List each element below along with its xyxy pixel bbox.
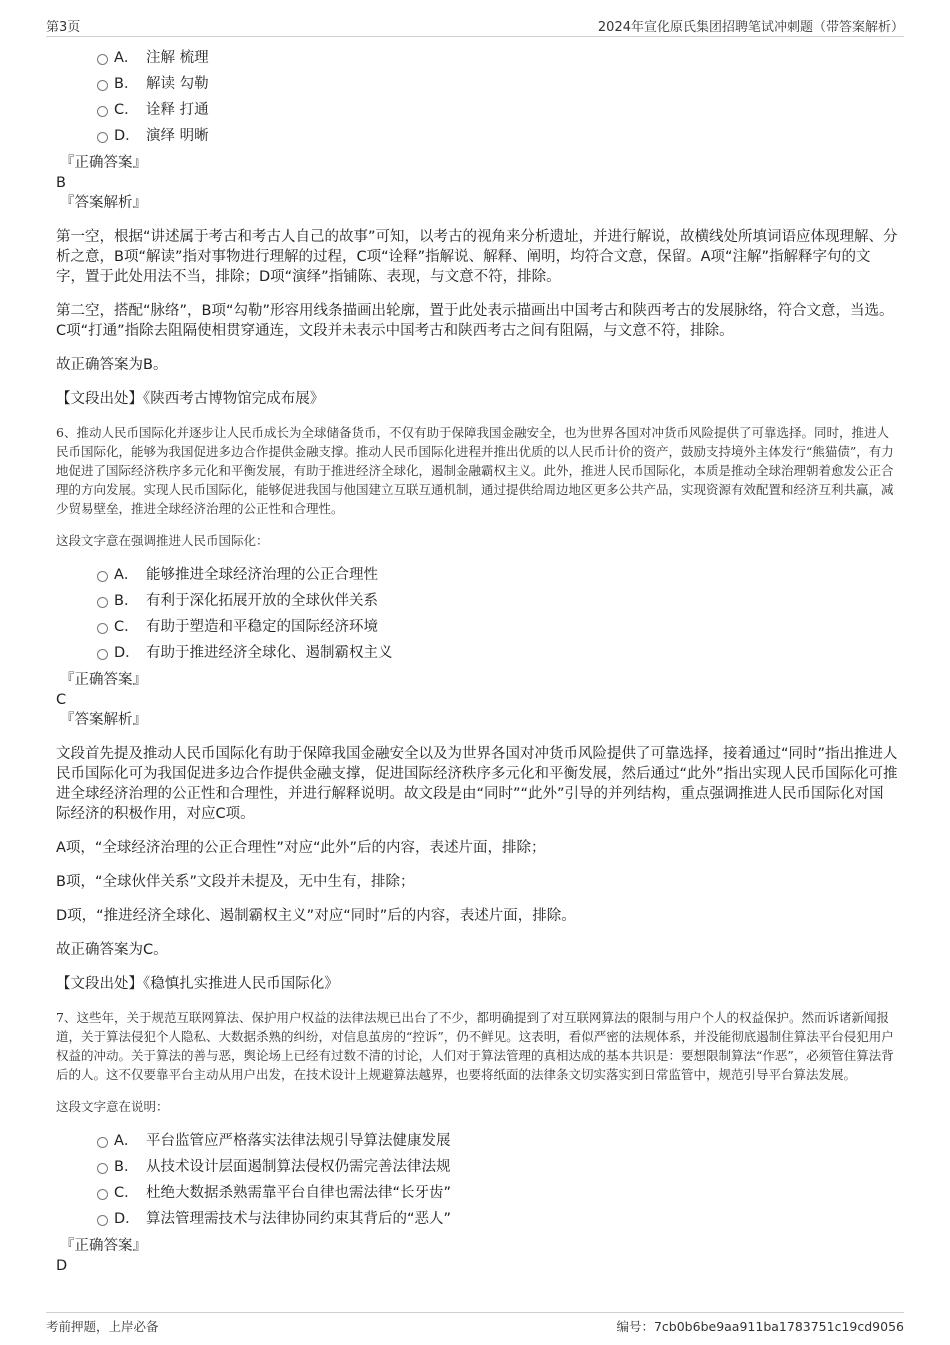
q6-question: 6、推动人民币国际化并逐步让人民币成长为全球储备货币，不仅有助于保障我国金融安全，也为世界各国对冲货币风险提供了可靠选择。同时，推进人民币国际化，能够为我国促进多边合作提供金融支撑。推动人民币国际化进程并推出优质的以人民币计价的资产，鼓励支持境外主体发行“熊猫债”，有力地促进了国际经济秩序多元化和平衡发展，有助于推进经济全球化，遏制金融霸权主义。此外，推进人民币国际化，本质是推动全球治理朝着愈发公正合理的方向发展。实现人民币国际化，能够促进我国与他国建立互联互通机制，通过提供给周边地区更多公共产品，实现资源有效配置和经济互利共赢，减少贸易壁垒，推进全球经济治理的公正性和合理性。 [56,425,894,516]
q6-conclusion: 故正确答案为C。 [56,942,168,958]
q7-option-c[interactable]: C． 杜绝大数据杀熟需靠平台自律也需法律“长牙齿” [56,1180,898,1206]
q5-option-c[interactable]: C． 诠释 打通 [56,97,898,123]
radio-icon[interactable] [97,649,108,660]
q6-analysis-d: D项，“推进经济全球化、遏制霸权主义”对应“同时”后的内容，表述片面，排除。 [56,908,576,924]
q7-answer: D [56,1258,68,1274]
document-title: 2024年宣化原氏集团招聘笔试冲刺题（带答案解析） [597,20,904,35]
q5-analysis-label: 『答案解析』 [60,195,147,211]
q6-answer-label: 『正确答案』 [60,672,147,688]
q7-prompt: 这段文字意在说明： [56,1099,169,1114]
q6-source: 【文段出处】《稳慎扎实推进人民币国际化》 [56,976,339,992]
q7-option-b[interactable]: B． 从技术设计层面遏制算法侵权仍需完善法律法规 [56,1154,898,1180]
page-number: 第3页 [46,20,81,35]
radio-icon[interactable] [97,106,108,117]
q5-options [56,45,898,149]
q5-analysis-para2: 第二空，搭配“脉络”，B项“勾勒”形容用线条描画出轮廓，置于此处表示描画出中国考古和陕西考古的发展脉络，符合文意，当选。C项“打通”指除去阻隔使相贯穿通连，文段并未表示中国考古和陕西考古之间有阻隔，与文意不符，排除。 [56,303,894,339]
q6-options [56,562,898,666]
q7-question: 7、这些年，关于规范互联网算法、保护用户权益的法律法规已出台了不少，都明确提到了对互联网算法的限制与用户个人的权益保护。然而诉诸新闻报道，关于算法侵犯个人隐私、大数据杀熟的纠纷，对信息茧房的“控诉”，仍不鲜见。这表明，看似严密的法规体系，并没能彻底遏制住算法平台侵犯用户权益的冲动。关于算法的善与恶，舆论场上已经有过数不清的讨论，人们对于算法管理的真相达成的基本共识是：要想限制算法“作恶”，必须管住算法背后的人。这不仅要靠平台主动从用户出发，在技术设计上规避算法越界，也要将纸面的法律条文切实落实到日常监管中，规范引导平台算法发展。 [56,1010,894,1082]
q6-answer: C [56,692,67,708]
q7-option-a[interactable]: A． 平台监管应严格落实法律法规引导算法健康发展 [56,1128,898,1154]
q5-answer: B [56,175,66,191]
radio-icon[interactable] [97,1215,108,1226]
q5-source: 【文段出处】《陕西考古博物馆完成布展》 [56,391,325,407]
q5-answer-label: 『正确答案』 [60,155,147,171]
q6-analysis-a: A项，“全球经济治理的公正合理性”对应“此外”后的内容，表述片面，排除； [56,840,546,856]
q7-options [56,1128,898,1232]
q6-option-a[interactable]: A． 能够推进全球经济治理的公正合理性 [56,562,898,588]
document-code: 编号：7cb0b6be9aa911ba1783751c19cd9056 [616,1319,904,1334]
q6-option-d[interactable]: D． 有助于推进经济全球化、遏制霸权主义 [56,640,898,666]
radio-icon[interactable] [97,597,108,608]
radio-icon[interactable] [97,54,108,65]
radio-icon[interactable] [97,1137,108,1148]
footer-slogan: 考前押题，上岸必备 [46,1319,159,1334]
q6-option-b[interactable]: B． 有利于深化拓展开放的全球伙伴关系 [56,588,898,614]
q6-analysis-b: B项，“全球伙伴关系”文段并未提及，无中生有，排除； [56,874,415,890]
document-body [56,42,898,1276]
q6-analysis-para1: 文段首先提及推动人民币国际化有助于保障我国金融安全以及为世界各国对冲货币风险提供了可靠选择，接着通过“同时”指出推进人民币国际化可为我国促进多边合作提供金融支撑，促进国际经济秩序多元化和平衡发展，然后通过“此外”指出实现人民币国际化可推进全球经济治理的公正性和合理性，并进行解释说明。故文段是由“同时”“此外”引导的并列结构，重点强调推进人民币国际化对国际经济的积极作用，对应C项。 [56,746,898,822]
radio-icon[interactable] [97,80,108,91]
q5-analysis-para1: 第一空，根据“讲述属于考古和考古人自己的故事”可知，以考古的视角来分析遗址，并进行解说，故横线处所填词语应体现理解、分析之意，B项“解读”指对事物进行理解的过程，C项“诠释”指解说、解释、阐明，均符合文意，保留。A项“注解”指解释字句的文字，置于此处用法不当，排除；D项“演绎”指铺陈、表现，与文意不符，排除。 [56,229,898,285]
q5-option-d[interactable]: D． 演绎 明晰 [56,123,898,149]
radio-icon[interactable] [97,1189,108,1200]
q7-option-d[interactable]: D． 算法管理需技术与法律协同约束其背后的“恶人” [56,1206,898,1232]
radio-icon[interactable] [97,132,108,143]
q5-option-b[interactable]: B． 解读 勾勒 [56,71,898,97]
q7-answer-label: 『正确答案』 [60,1238,147,1254]
document-code-value: 7cb0b6be9aa911ba1783751c19cd9056 [653,1319,904,1334]
radio-icon[interactable] [97,571,108,582]
page-footer [46,1312,904,1337]
q6-analysis-label: 『答案解析』 [60,712,147,728]
page-header [46,14,904,37]
radio-icon[interactable] [97,1163,108,1174]
q5-conclusion: 故正确答案为B。 [56,357,168,373]
q5-option-a[interactable]: A． 注解 梳理 [56,45,898,71]
q6-option-c[interactable]: C． 有助于塑造和平稳定的国际经济环境 [56,614,898,640]
q6-prompt: 这段文字意在强调推进人民币国际化： [56,533,269,548]
radio-icon[interactable] [97,623,108,634]
